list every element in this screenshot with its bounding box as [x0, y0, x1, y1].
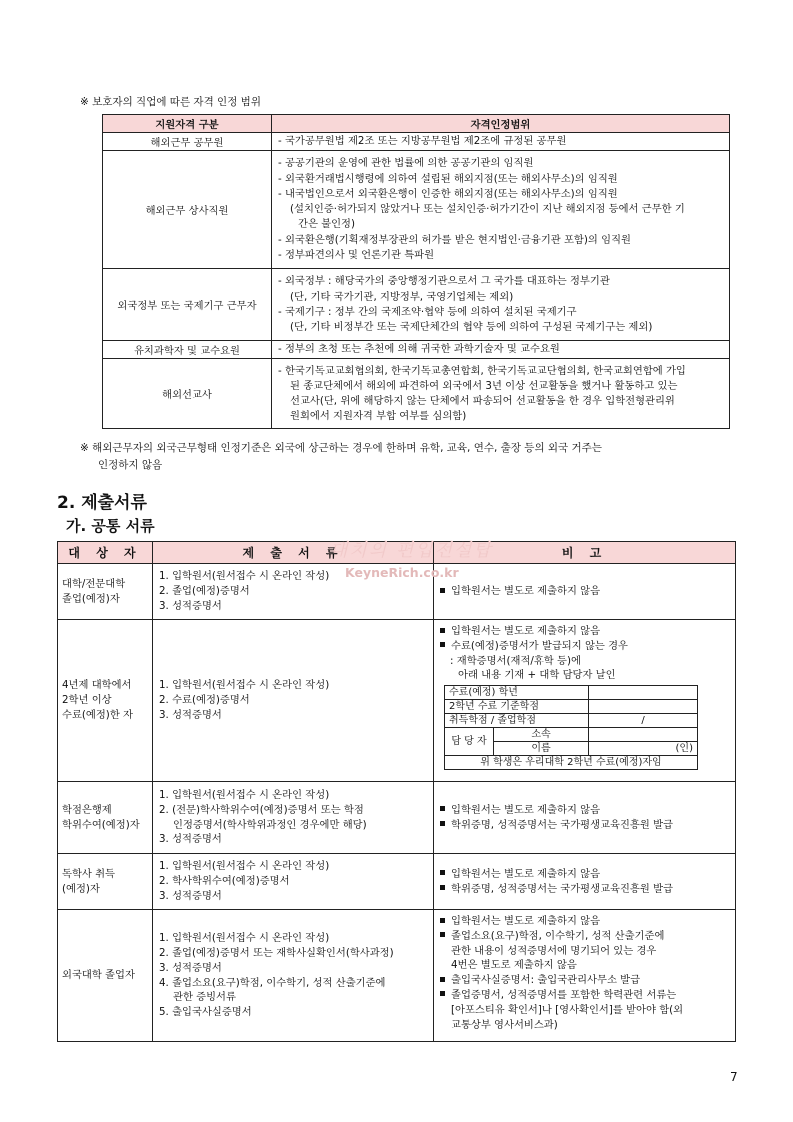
table2-notes: 입학원서는 별도로 제출하지 않음 학위증명, 성적증명서는 국가평생교육진흥원 발급: [434, 854, 736, 910]
table2-docs: 1. 입학원서(원서접수 시 온라인 작성) 2. 수료(예정)증명서 3. 성적증명서: [153, 620, 434, 782]
table1-row-content: - 한국기독교교회협의회, 한국기독교총연합회, 한국기독교교단협의회, 한국교회연합에 가입 된 종교단체에서 해외에 파견하여 외국에서 3년 이상 선교활동을 했거나 활동하고 있는 선교사(단, 위에 해당하지 않는 단체에서 파송되어 선교활동을 한 경우 입학전형관리위 원회에서 지원자격 부합 여부를 심의함): [272, 359, 730, 429]
table2-docs: 1. 입학원서(원서접수 시 온라인 작성) 2. 학사학위수여(예정)증명서 3. 성적증명서: [153, 854, 434, 910]
table2-header-notes: 비 고: [434, 542, 736, 564]
bullet-square-icon: [440, 642, 445, 647]
table1-row-content: - 공공기관의 운영에 관한 법률에 의한 공공기관의 임직원 - 외국환거래법시행령에 의하여 설립된 해외지점(또는 해외사무소)의 임직원 - 내국법인으로서 외국환은행이 인증한 해외지점(또는 해외사무소)의 임직원 (설치인증·허가되지 않았거나 또는 설치인증·허가기간이 지난 해외지점 등에서 근무한 기 간은 불인정) - 외국환은행(기획재정부장관의 허가를 받은 현지법인·금융기관 포함)의 임직원 - 정부파견의사 및 언론기관 특파원: [272, 151, 730, 269]
page-number: 7: [730, 1070, 738, 1084]
bullet-square-icon: [440, 821, 445, 826]
table1-row-content: - 국가공무원법 제2조 또는 지방공무원법 제2조에 규정된 공무원: [272, 133, 730, 151]
watermark-text: 대치의 편입전설탑: [330, 540, 493, 561]
table2-docs: 1. 입학원서(원서접수 시 온라인 작성) 2. 졸업(예정)증명서 3. 성적증명서: [153, 564, 434, 620]
bullet-square-icon: [440, 588, 445, 593]
table1-row-label: 해외선교사: [103, 359, 272, 429]
table1-row-content: - 외국정부 : 해당국가의 중앙행정기관으로서 그 국가를 대표하는 정부기관 (단, 기타 국가기관, 지방정부, 국영기업체는 제외) - 국제기구 : 정부 간의 국제조약·협약 등에 의하여 설치된 국제기구 (단, 기타 비정부간 또는 국제단체간의 협약 등에 의하여 구성된 국제기구는 제외): [272, 269, 730, 341]
bullet-square-icon: [440, 870, 445, 875]
overseas-note-line1: ※ 해외근무자의 외국근무형태 인정기준은 외국에 상근하는 경우에 한하며 유학, 교육, 연수, 출장 등의 외국 거주는: [80, 442, 602, 454]
table2-docs: 1. 입학원서(원서접수 시 온라인 작성) 2. (전문)학사학위수여(예정)증명서 또는 학점 인정증명서(학사학위과정인 경우에만 해당) 3. 성적증명서: [153, 782, 434, 854]
table2-header-docs: 제 출 서 류: [153, 542, 434, 564]
overseas-note-line2: 인정하지 않음: [98, 459, 163, 471]
bullet-square-icon: [440, 918, 445, 923]
table1-row-label: 유치과학자 및 교수요원: [103, 341, 272, 359]
bullet-square-icon: [440, 932, 445, 937]
table2-notes: 입학원서는 별도로 제출하지 않음 학위증명, 성적증명서는 국가평생교육진흥원 발급: [434, 782, 736, 854]
bullet-square-icon: [440, 885, 445, 890]
table2-target: 외국대학 졸업자: [58, 910, 153, 1042]
table1-header-category: 지원자격 구분: [103, 115, 272, 133]
table2-notes: 입학원서는 별도로 제출하지 않음 수료(예정)증명서가 발급되지 않는 경우 : 재학증명서(재적/휴학 등)에 아래 내용 기재 + 대학 담당자 날인 수료(예정) 학년 2학년 수료 기준학점 취득학점 / 졸업학점 / 담 당 자 소속 이름 (인) 위 학생은 우리대학 2학년 수료(예정)자임: [434, 620, 736, 782]
table2-target: 독학사 취득 (예정)자: [58, 854, 153, 910]
table2-notes: 입학원서는 별도로 제출하지 않음: [434, 564, 736, 620]
table2-notes: 입학원서는 별도로 제출하지 않음 졸업소요(요구)학점, 이수학기, 성적 산출기준에 관한 내용이 성적증명서에 명기되어 있는 경우 4번은 별도로 제출하지 않음 출입국사실증명서: 출입국관리사무소 발급 졸업증명서, 성적증명서를 포함한 학력관련 서류는 [아포스티유 확인서]나 [영사확인서]를 받아야 함(외 교통상부 영사서비스과): [434, 910, 736, 1042]
subsection-title: 가. 공통 서류: [66, 517, 155, 535]
table1-row-label: 외국정부 또는 국제기구 근무자: [103, 269, 272, 341]
table2-docs: 1. 입학원서(원서접수 시 온라인 작성) 2. 졸업(예정)증명서 또는 재학사실확인서(학사과정) 3. 성적증명서 4. 졸업소요(요구)학점, 이수학기, 성적 산출기준에 관한 증빙서류 5. 출입국사실증명서: [153, 910, 434, 1042]
table2-target: 4년제 대학에서 2학년 이상 수료(예정)한 자: [58, 620, 153, 782]
table1-header-scope: 자격인정범위: [272, 115, 730, 133]
section-title: 2. 제출서류: [57, 493, 147, 513]
bullet-square-icon: [440, 628, 445, 633]
table1-row-label: 해외근무 공무원: [103, 133, 272, 151]
bullet-square-icon: [440, 991, 445, 996]
watermark-url: KeyneRich.co.kr: [345, 565, 459, 580]
eligibility-table: [102, 114, 730, 429]
bullet-square-icon: [440, 806, 445, 811]
table1-row-label: 해외근무 상사직원: [103, 151, 272, 269]
table1-row-content: - 정부의 초청 또는 추천에 의해 귀국한 과학기술자 및 교수요원: [272, 341, 730, 359]
table2-target: 대학/전문대학 졸업(예정)자: [58, 564, 153, 620]
documents-table: [57, 541, 736, 1042]
eligibility-note: ※ 보호자의 직업에 따른 자격 인정 범위: [80, 96, 261, 108]
table2-header-target: 대 상 자: [58, 542, 153, 564]
bullet-square-icon: [440, 977, 445, 982]
certification-form: 수료(예정) 학년 2학년 수료 기준학점 취득학점 / 졸업학점 / 담 당 자 소속 이름 (인) 위 학생은 우리대학 2학년 수료(예정)자임: [444, 685, 698, 770]
table2-target: 학점은행제 학위수여(예정)자: [58, 782, 153, 854]
